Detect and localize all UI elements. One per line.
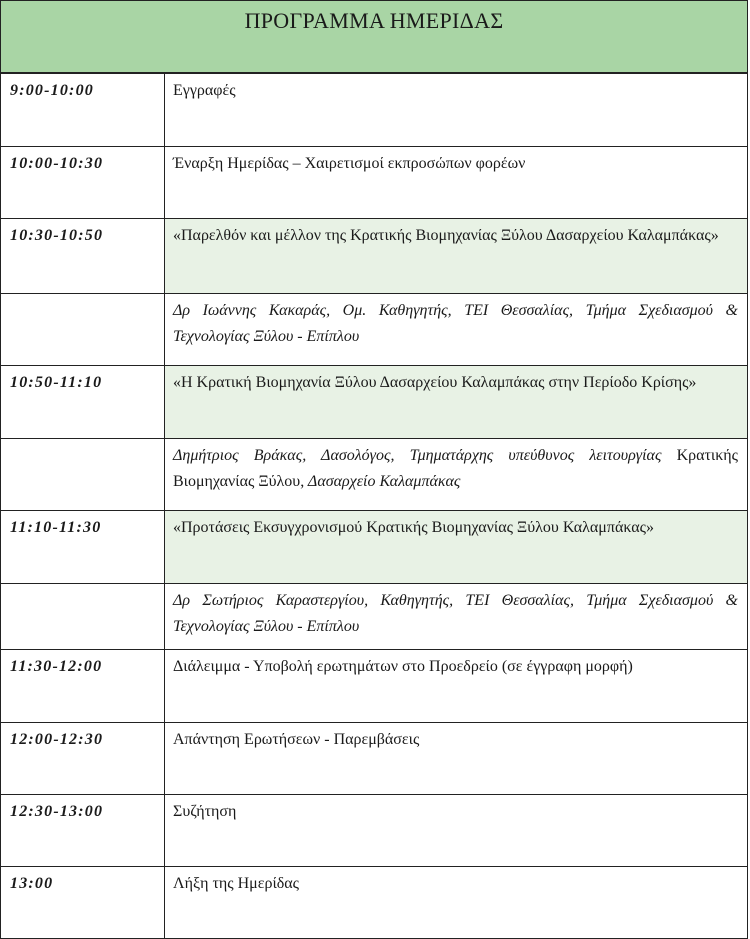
time-cell: 11:30-12:00 <box>1 650 165 723</box>
table-row <box>1 147 748 219</box>
speaker-cell <box>165 439 748 511</box>
table-row <box>1 650 748 723</box>
time-cell: 10:30-10:50 <box>1 219 165 294</box>
speaker-line-3: Δασαρχείο Καλαμπάκας <box>307 473 461 490</box>
program-title: ΠΡΟΓΡΑΜΜΑ ΗΜΕΡΙΔΑΣ <box>0 0 748 73</box>
time-cell: 11:10-11:30 <box>1 511 165 584</box>
time-cell: 10:00-10:30 <box>1 147 165 219</box>
time-cell: 9:00-10:00 <box>1 74 165 147</box>
table-row <box>1 74 748 147</box>
time-cell: 10:50-11:10 <box>1 366 165 439</box>
talk-title-cell: «Η Κρατική Βιομηχανία Ξύλου Δασαρχείου Καλαμπάκας στην Περίοδο Κρίσης» <box>165 366 748 439</box>
program-table <box>0 73 748 939</box>
table-row <box>1 366 748 439</box>
table-row <box>1 439 748 511</box>
session-cell: Εγγραφές <box>165 74 748 147</box>
time-cell: 13:00 <box>1 867 165 939</box>
time-cell <box>1 294 165 366</box>
speaker-line-2: Κρατικής Βιομηχανίας Ξύλου, <box>173 447 738 490</box>
session-cell: Διάλειμμα - Υποβολή ερωτημάτων στο Προεδρείο (σε έγγραφη μορφή) <box>165 650 748 723</box>
table-row <box>1 294 748 366</box>
session-cell: Λήξη της Ημερίδας <box>165 867 748 939</box>
talk-title-cell: «Παρελθόν και μέλλον της Κρατικής Βιομηχανίας Ξύλου Δασαρχείου Καλαμπάκας» <box>165 219 748 294</box>
table-row <box>1 219 748 294</box>
table-row <box>1 795 748 867</box>
session-cell: Συζήτηση <box>165 795 748 867</box>
session-cell: Απάντηση Ερωτήσεων - Παρεμβάσεις <box>165 723 748 795</box>
talk-title-cell: «Προτάσεις Εκσυγχρονισμού Κρατικής Βιομηχανίας Ξύλου Καλαμπάκας» <box>165 511 748 584</box>
time-cell: 12:30-13:00 <box>1 795 165 867</box>
session-cell: Έναρξη Ημερίδας – Χαιρετισμοί εκπροσώπων φορέων <box>165 147 748 219</box>
time-cell <box>1 584 165 650</box>
time-cell <box>1 439 165 511</box>
table-row <box>1 584 748 650</box>
table-row <box>1 867 748 939</box>
time-cell: 12:00-12:30 <box>1 723 165 795</box>
speaker-line-1: Δημήτριος Βράκας, Δασολόγος, Τμηματάρχης υπεύθυνος λειτουργίας <box>173 447 662 464</box>
table-row <box>1 723 748 795</box>
table-row <box>1 511 748 584</box>
speaker-cell: Δρ Ιωάννης Κακαράς, Ομ. Καθηγητής, ΤΕΙ Θεσσαλίας, Τμήμα Σχεδιασμού & Τεχνολογίας Ξύλου - Επίπλου <box>165 294 748 366</box>
speaker-cell: Δρ Σωτήριος Καραστεργίου, Καθηγητής, ΤΕΙ Θεσσαλίας, Τμήμα Σχεδιασμού & Τεχνολογίας Ξύλου - Επίπλου <box>165 584 748 650</box>
